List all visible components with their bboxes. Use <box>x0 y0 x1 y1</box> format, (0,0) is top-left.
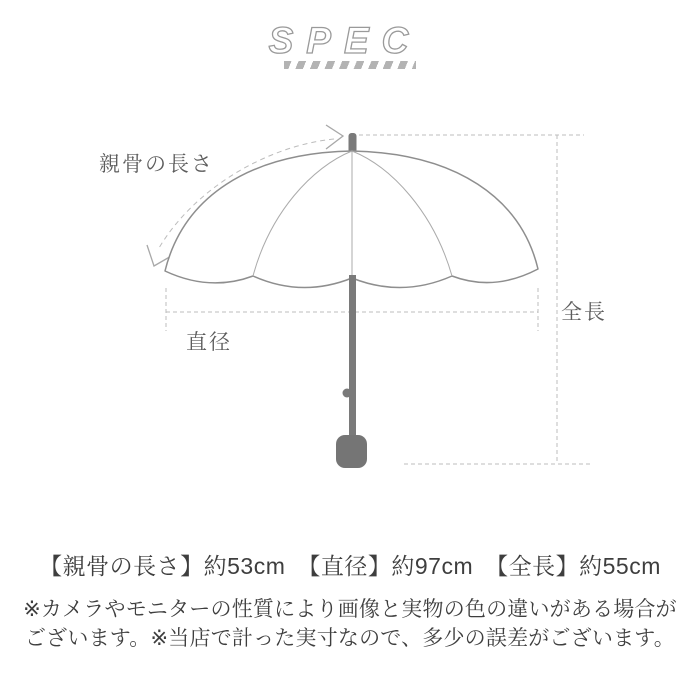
umbrella-ferrule <box>349 133 357 153</box>
umbrella-illustration <box>165 133 538 468</box>
arrow-right-icon <box>326 125 343 149</box>
rib-length-label: 親骨の長さ <box>99 153 214 176</box>
umbrella-handle <box>336 435 367 468</box>
disclaimer-line-1: ※カメラやモニターの性質により画像と実物の色の違いがある場合が <box>23 598 677 621</box>
umbrella-shaft <box>349 275 356 437</box>
disclaimer-notes <box>0 595 700 653</box>
page-title: SPEC <box>268 20 422 61</box>
total-length-label: 全長 <box>561 301 607 324</box>
umbrella-runner-button <box>343 389 352 398</box>
spec-measurements-text: 【親骨の長さ】約53cm 【直径】約97cm 【全長】約55cm <box>39 553 661 579</box>
disclaimer-line-2: ございます。※当店で計った実寸なので、多少の誤差がございます。 <box>24 627 675 650</box>
diameter-label: 直径 <box>186 331 232 354</box>
